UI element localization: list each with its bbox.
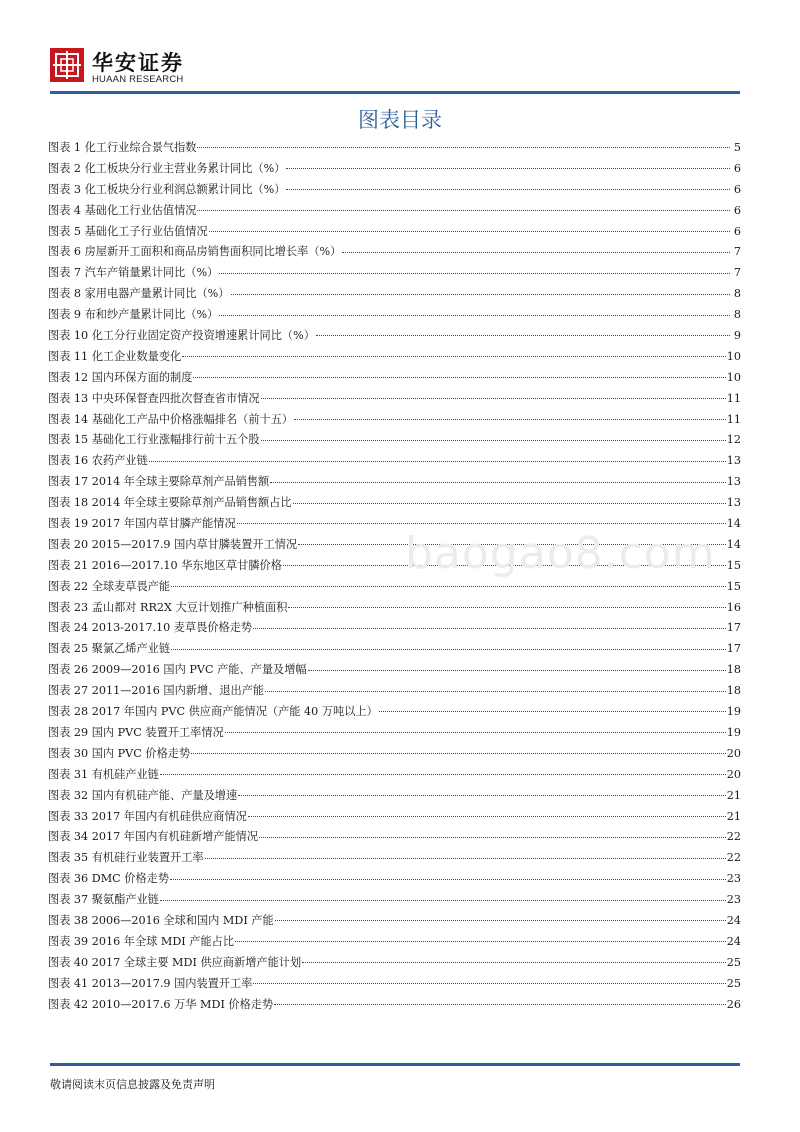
toc-entry[interactable] — [48, 452, 741, 473]
toc-leader-dots — [253, 627, 726, 629]
toc-entry-label: 图表 17 2014 年全球主要除草剂产品销售额 — [48, 475, 270, 489]
toc-entry[interactable] — [48, 264, 741, 285]
toc-entry-label: 图表 2 化工板块分行业主营业务累计同比（%） — [48, 161, 286, 175]
toc-title: 图表目录 — [358, 108, 442, 132]
toc-entry[interactable] — [48, 160, 741, 181]
toc-entry-page: 11 — [726, 391, 741, 405]
company-logo-icon — [50, 48, 84, 82]
toc-entry-label: 图表 8 家用电器产量累计同比（%） — [48, 287, 230, 301]
toc-entry-label: 图表 15 基础化工行业涨幅排行前十五个股 — [48, 433, 260, 447]
toc-entry-page: 10 — [726, 370, 741, 384]
toc-entry[interactable] — [48, 912, 741, 933]
toc-leader-dots — [197, 146, 730, 148]
toc-leader-dots — [219, 272, 730, 274]
toc-entry-page: 10 — [726, 349, 741, 363]
company-name-en: HUAAN RESEARCH — [92, 74, 184, 85]
toc-entry-label: 图表 32 国内有机硅产能、产量及增速 — [48, 788, 238, 802]
toc-entry-page: 21 — [726, 809, 741, 823]
toc-entry-page: 12 — [726, 433, 741, 447]
toc-leader-dots — [160, 773, 726, 775]
company-name-cn: 华安证券 — [92, 50, 184, 75]
toc-entry-label: 图表 29 国内 PVC 装置开工率情况 — [48, 725, 224, 739]
toc-entry-label: 图表 11 化工企业数量变化 — [48, 349, 182, 363]
toc-entry[interactable] — [48, 828, 741, 849]
toc-entry-label: 图表 5 基础化工子行业估值情况 — [48, 224, 208, 238]
toc-entry[interactable] — [48, 599, 741, 620]
toc-entry-page: 5 — [733, 141, 741, 154]
toc-leader-dots — [191, 752, 726, 754]
toc-entry-page: 23 — [726, 872, 741, 886]
toc-entry-label: 图表 14 基础化工产品中价格涨幅排名（前十五） — [48, 412, 294, 426]
toc-entry[interactable] — [48, 975, 741, 996]
toc-entry-page: 15 — [726, 558, 741, 572]
toc-entry[interactable] — [48, 223, 741, 244]
toc-entry[interactable] — [48, 181, 741, 202]
toc-leader-dots — [302, 961, 726, 963]
toc-entry[interactable] — [48, 578, 741, 599]
toc-entry-label: 图表 36 DMC 价格走势 — [48, 872, 170, 886]
toc-leader-dots — [171, 585, 726, 587]
toc-leader-dots — [171, 648, 726, 650]
toc-leader-dots — [286, 167, 730, 169]
toc-entry-label: 图表 21 2016—2017.10 华东地区草甘膦价格 — [48, 558, 282, 572]
toc-leader-dots — [149, 460, 726, 462]
toc-entry-label: 图表 16 农药产业链 — [48, 454, 148, 468]
toc-leader-dots — [253, 982, 725, 984]
toc-entry-page: 20 — [726, 746, 741, 760]
toc-leader-dots — [205, 857, 726, 859]
toc-entry[interactable] — [48, 473, 741, 494]
toc-entry[interactable] — [48, 202, 741, 223]
toc-entry[interactable] — [48, 891, 741, 912]
toc-entry[interactable] — [48, 306, 741, 327]
toc-entry-page: 13 — [726, 475, 741, 489]
toc-leader-dots — [238, 794, 726, 796]
toc-entry-page: 22 — [726, 830, 741, 844]
toc-entry-label: 图表 18 2014 年全球主要除草剂产品销售额占比 — [48, 496, 292, 510]
toc-leader-dots — [237, 522, 726, 524]
toc-entry[interactable] — [48, 787, 741, 808]
toc-leader-dots — [225, 731, 726, 733]
toc-entry[interactable] — [48, 996, 741, 1017]
toc-leader-dots — [342, 251, 730, 253]
toc-entry-label: 图表 40 2017 全球主要 MDI 供应商新增产能计划 — [48, 955, 302, 969]
toc-entry-page: 24 — [726, 934, 741, 948]
toc-entry-label: 图表 26 2009—2016 国内 PVC 产能、产量及增幅 — [48, 663, 307, 677]
footer-divider — [50, 1063, 740, 1066]
toc-entry[interactable] — [48, 849, 741, 870]
toc-entry-page: 19 — [726, 705, 741, 719]
toc-leader-dots — [248, 815, 726, 817]
toc-entry-page: 26 — [726, 997, 741, 1011]
toc-entry[interactable] — [48, 745, 741, 766]
toc-entry-page: 14 — [726, 517, 741, 531]
toc-leader-dots — [316, 334, 730, 336]
toc-entry[interactable] — [48, 411, 741, 432]
toc-entry-page: 6 — [733, 203, 741, 217]
toc-leader-dots — [288, 606, 725, 608]
toc-entry-page: 6 — [733, 224, 741, 238]
toc-entry-label: 图表 39 2016 年全球 MDI 产能占比 — [48, 934, 235, 948]
toc-entry-page: 20 — [726, 767, 741, 781]
toc-leader-dots — [261, 439, 726, 441]
toc-leader-dots — [235, 940, 726, 942]
toc-leader-dots — [259, 836, 726, 838]
toc-leader-dots — [293, 502, 726, 504]
toc-entry-page: 14 — [726, 537, 741, 551]
toc-entry[interactable] — [48, 494, 741, 515]
toc-entry-label: 图表 34 2017 年国内有机硅新增产能情况 — [48, 830, 259, 844]
toc-entry[interactable] — [48, 390, 741, 411]
toc-entry-label: 图表 3 化工板块分行业利润总额累计同比（%） — [48, 182, 286, 196]
page-header — [0, 0, 800, 100]
toc-leader-dots — [160, 899, 726, 901]
toc-entry[interactable] — [48, 661, 741, 682]
toc-entry-page: 7 — [733, 266, 741, 280]
toc-leader-dots — [294, 418, 726, 420]
toc-entry[interactable] — [48, 640, 741, 661]
toc-entry-page: 7 — [733, 245, 741, 259]
toc-leader-dots — [219, 314, 730, 316]
toc-entry-label: 图表 20 2015—2017.9 国内草甘膦装置开工情况 — [48, 537, 298, 551]
toc-leader-dots — [182, 355, 726, 357]
toc-leader-dots — [275, 919, 726, 921]
toc-entry-label: 图表 38 2006—2016 全球和国内 MDI 产能 — [48, 913, 274, 927]
toc-entry-label: 图表 7 汽车产销量累计同比（%） — [48, 266, 219, 280]
toc-leader-dots — [231, 293, 731, 295]
toc-entry-label: 图表 41 2013—2017.9 国内装置开工率 — [48, 976, 253, 990]
toc-entry[interactable] — [48, 933, 741, 954]
toc-entry-label: 图表 6 房屋新开工面积和商品房销售面积同比增长率（%） — [48, 245, 342, 259]
toc-leader-dots — [270, 481, 726, 483]
toc-entry-label: 图表 10 化工分行业固定资产投资增速累计同比（%） — [48, 329, 315, 343]
toc-entry-label: 图表 1 化工行业综合景气指数 — [48, 141, 197, 154]
toc-entry-page: 19 — [726, 725, 741, 739]
toc-leader-dots — [197, 209, 730, 211]
toc-entry-page: 6 — [733, 161, 741, 175]
toc-entry[interactable] — [48, 285, 741, 306]
toc-entry[interactable] — [48, 139, 741, 160]
toc-entry-page: 9 — [733, 329, 741, 343]
toc-entry[interactable] — [48, 327, 741, 348]
toc-entry-label: 图表 27 2011—2016 国内新增、退出产能 — [48, 684, 265, 698]
toc-entry[interactable] — [48, 870, 741, 891]
toc-entry-page: 24 — [726, 913, 741, 927]
toc-entry-label: 图表 37 聚氨酯产业链 — [48, 893, 159, 907]
toc-entry-label: 图表 31 有机硅产业链 — [48, 767, 159, 781]
toc-entry-label: 图表 30 国内 PVC 价格走势 — [48, 746, 191, 760]
toc-entry[interactable] — [48, 431, 741, 452]
toc-entry-page: 21 — [726, 788, 741, 802]
toc-leader-dots — [193, 376, 725, 378]
toc-leader-dots — [209, 230, 730, 232]
toc-entry-page: 23 — [726, 893, 741, 907]
toc-entry[interactable] — [48, 243, 741, 264]
toc-entry-page: 17 — [726, 642, 741, 656]
toc-leader-dots — [308, 669, 726, 671]
toc-entry-page: 25 — [726, 976, 741, 990]
toc-entry-page: 18 — [726, 684, 741, 698]
toc-leader-dots — [170, 878, 726, 880]
toc-entry-page: 18 — [726, 663, 741, 677]
toc-entry-label: 图表 12 国内环保方面的制度 — [48, 370, 193, 384]
toc-entry-label: 图表 22 全球麦草畏产能 — [48, 579, 171, 593]
toc-entry-page: 16 — [726, 600, 741, 614]
toc-entry-label: 图表 4 基础化工行业估值情况 — [48, 203, 197, 217]
toc-entry[interactable] — [48, 682, 741, 703]
toc-entry[interactable] — [48, 369, 741, 390]
toc-entry-page: 13 — [726, 496, 741, 510]
toc-entry-page: 6 — [733, 182, 741, 196]
toc-entry-label: 图表 24 2013-2017.10 麦草畏价格走势 — [48, 621, 253, 635]
toc-leader-dots — [261, 397, 726, 399]
toc-entry[interactable] — [48, 766, 741, 787]
toc-entry-page: 8 — [733, 308, 741, 322]
toc-entry-page: 22 — [726, 851, 741, 865]
toc-entry[interactable] — [48, 808, 741, 829]
toc-entry-page: 17 — [726, 621, 741, 635]
watermark: baogao8.com — [405, 528, 716, 579]
toc-entry-label: 图表 9 布和纱产量累计同比（%） — [48, 308, 219, 322]
toc-entry-page: 13 — [726, 454, 741, 468]
toc-entry-label: 图表 42 2010—2017.6 万华 MDI 价格走势 — [48, 997, 274, 1011]
toc-entry-page: 8 — [733, 287, 741, 301]
toc-leader-dots — [286, 188, 730, 190]
toc-entry[interactable] — [48, 703, 741, 724]
toc-entry-label: 图表 19 2017 年国内草甘膦产能情况 — [48, 517, 236, 531]
toc-entry-page: 11 — [726, 412, 741, 426]
toc-entry-label: 图表 28 2017 年国内 PVC 供应商产能情况（产能 40 万吨以上） — [48, 705, 378, 719]
footer-disclaimer: 敬请阅读末页信息披露及免责声明 — [50, 1078, 215, 1091]
toc-leader-dots — [265, 690, 726, 692]
toc-leader-dots — [274, 1003, 726, 1005]
toc-entry-page: 15 — [726, 579, 741, 593]
toc-entry[interactable] — [48, 724, 741, 745]
toc-entry-label: 图表 35 有机硅行业装置开工率 — [48, 851, 204, 865]
toc-entry-label: 图表 23 孟山都对 RR2X 大豆计划推广种植面积 — [48, 600, 288, 614]
toc-entry-label: 图表 33 2017 年国内有机硅供应商情况 — [48, 809, 247, 823]
toc-leader-dots — [379, 710, 726, 712]
toc-entry[interactable] — [48, 954, 741, 975]
toc-entry[interactable] — [48, 348, 741, 369]
toc-entry-label: 图表 25 聚氯乙烯产业链 — [48, 642, 171, 656]
toc-entry-label: 图表 13 中央环保督查四批次督查省市情况 — [48, 391, 260, 405]
toc-entry[interactable] — [48, 619, 741, 640]
header-divider — [50, 91, 740, 94]
toc-entry-page: 25 — [726, 955, 741, 969]
